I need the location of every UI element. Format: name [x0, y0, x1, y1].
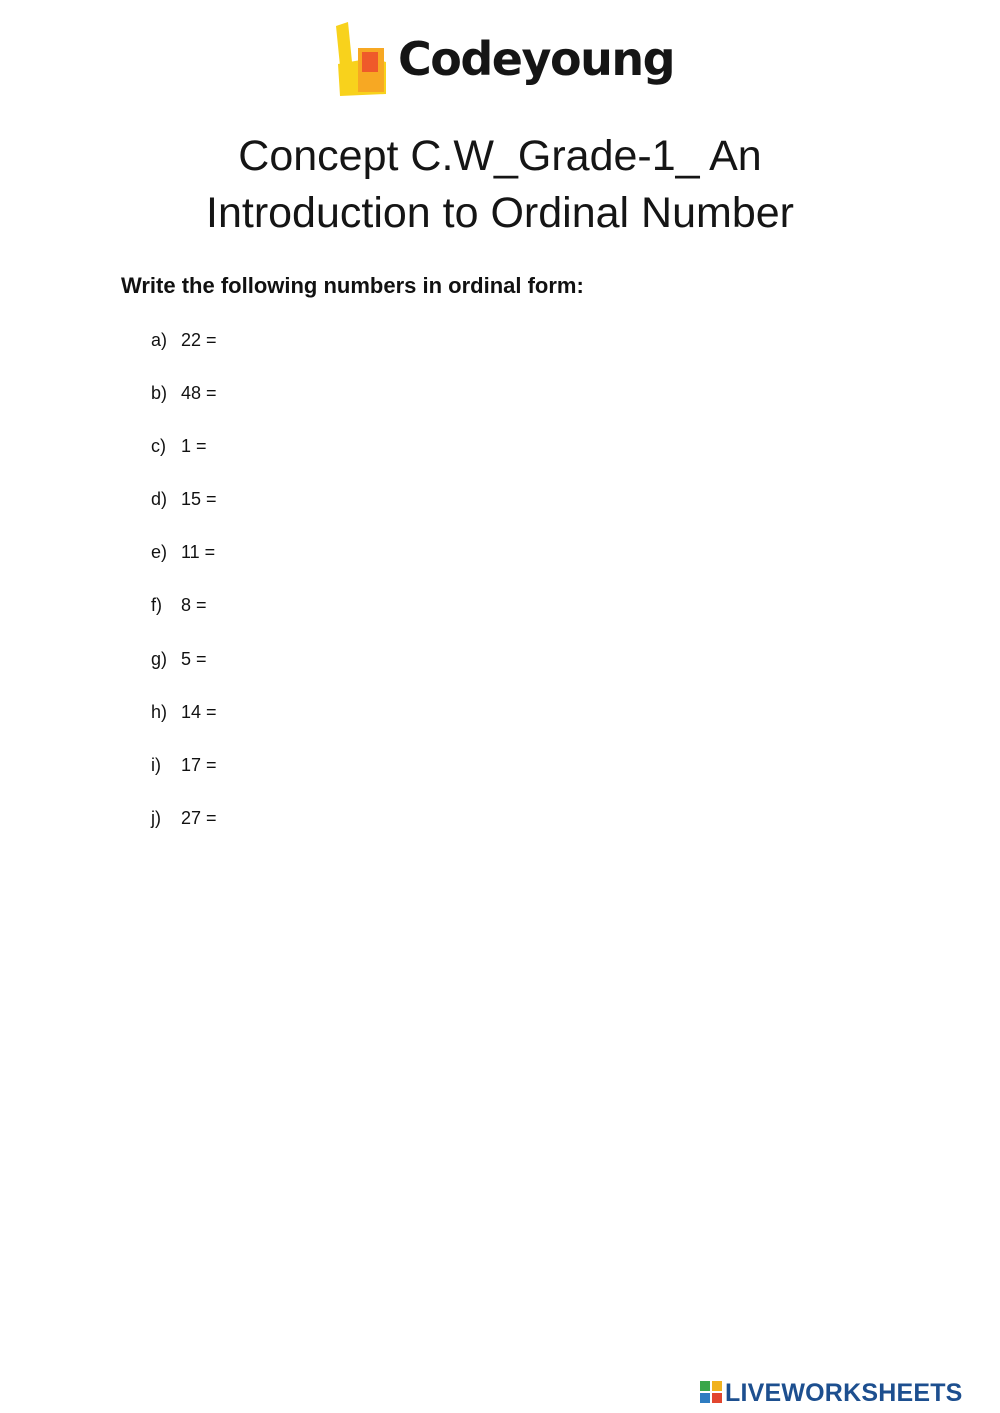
question-list	[151, 328, 217, 859]
question-item	[151, 593, 217, 646]
question-letter: a)	[151, 330, 168, 350]
question-item	[151, 540, 217, 593]
page-title	[0, 128, 1000, 242]
question-letter: h)	[151, 701, 168, 722]
liveworksheets-wordmark: LIVEWORKSHEETS	[725, 1378, 963, 1407]
codeyoung-wordmark: Codeyoung	[398, 32, 674, 86]
question-expression: 5 =	[181, 648, 207, 669]
question-letter: f)	[151, 595, 162, 616]
question-expression: 1 =	[181, 436, 207, 457]
question-letter: b)	[151, 383, 168, 404]
liveworksheets-brand	[699, 1378, 963, 1408]
question-item	[151, 700, 217, 753]
question-letter: c)	[151, 436, 166, 457]
question-letter: d)	[151, 489, 168, 510]
codeyoung-logo-icon	[332, 22, 388, 102]
question-item	[151, 753, 217, 806]
question-item	[151, 487, 217, 540]
question-item	[151, 806, 217, 859]
question-item	[151, 647, 217, 700]
question-letter: g)	[151, 648, 168, 669]
question-expression: 8 =	[181, 595, 207, 616]
question-expression: 27 =	[181, 807, 217, 828]
codeyoung-logo	[332, 22, 677, 106]
instruction-text: Write the following numbers in ordinal form:	[121, 273, 584, 298]
question-expression: 14 =	[181, 701, 217, 722]
question-expression: 17 =	[181, 754, 217, 775]
question-item	[151, 381, 217, 434]
question-letter: e)	[151, 542, 168, 563]
question-expression: 22 =	[181, 330, 217, 350]
liveworksheets-icon	[699, 1380, 723, 1406]
question-item	[151, 328, 217, 381]
question-item	[151, 434, 217, 487]
page-title-line-1: Concept C.W_Grade-1_ An	[238, 132, 762, 180]
question-expression: 48 =	[181, 383, 217, 404]
page-title-line-2: Introduction to Ordinal Number	[206, 189, 794, 237]
question-letter: j)	[151, 807, 161, 828]
question-expression: 11 =	[181, 542, 216, 563]
question-expression: 15 =	[181, 489, 217, 510]
question-letter: i)	[151, 754, 161, 775]
